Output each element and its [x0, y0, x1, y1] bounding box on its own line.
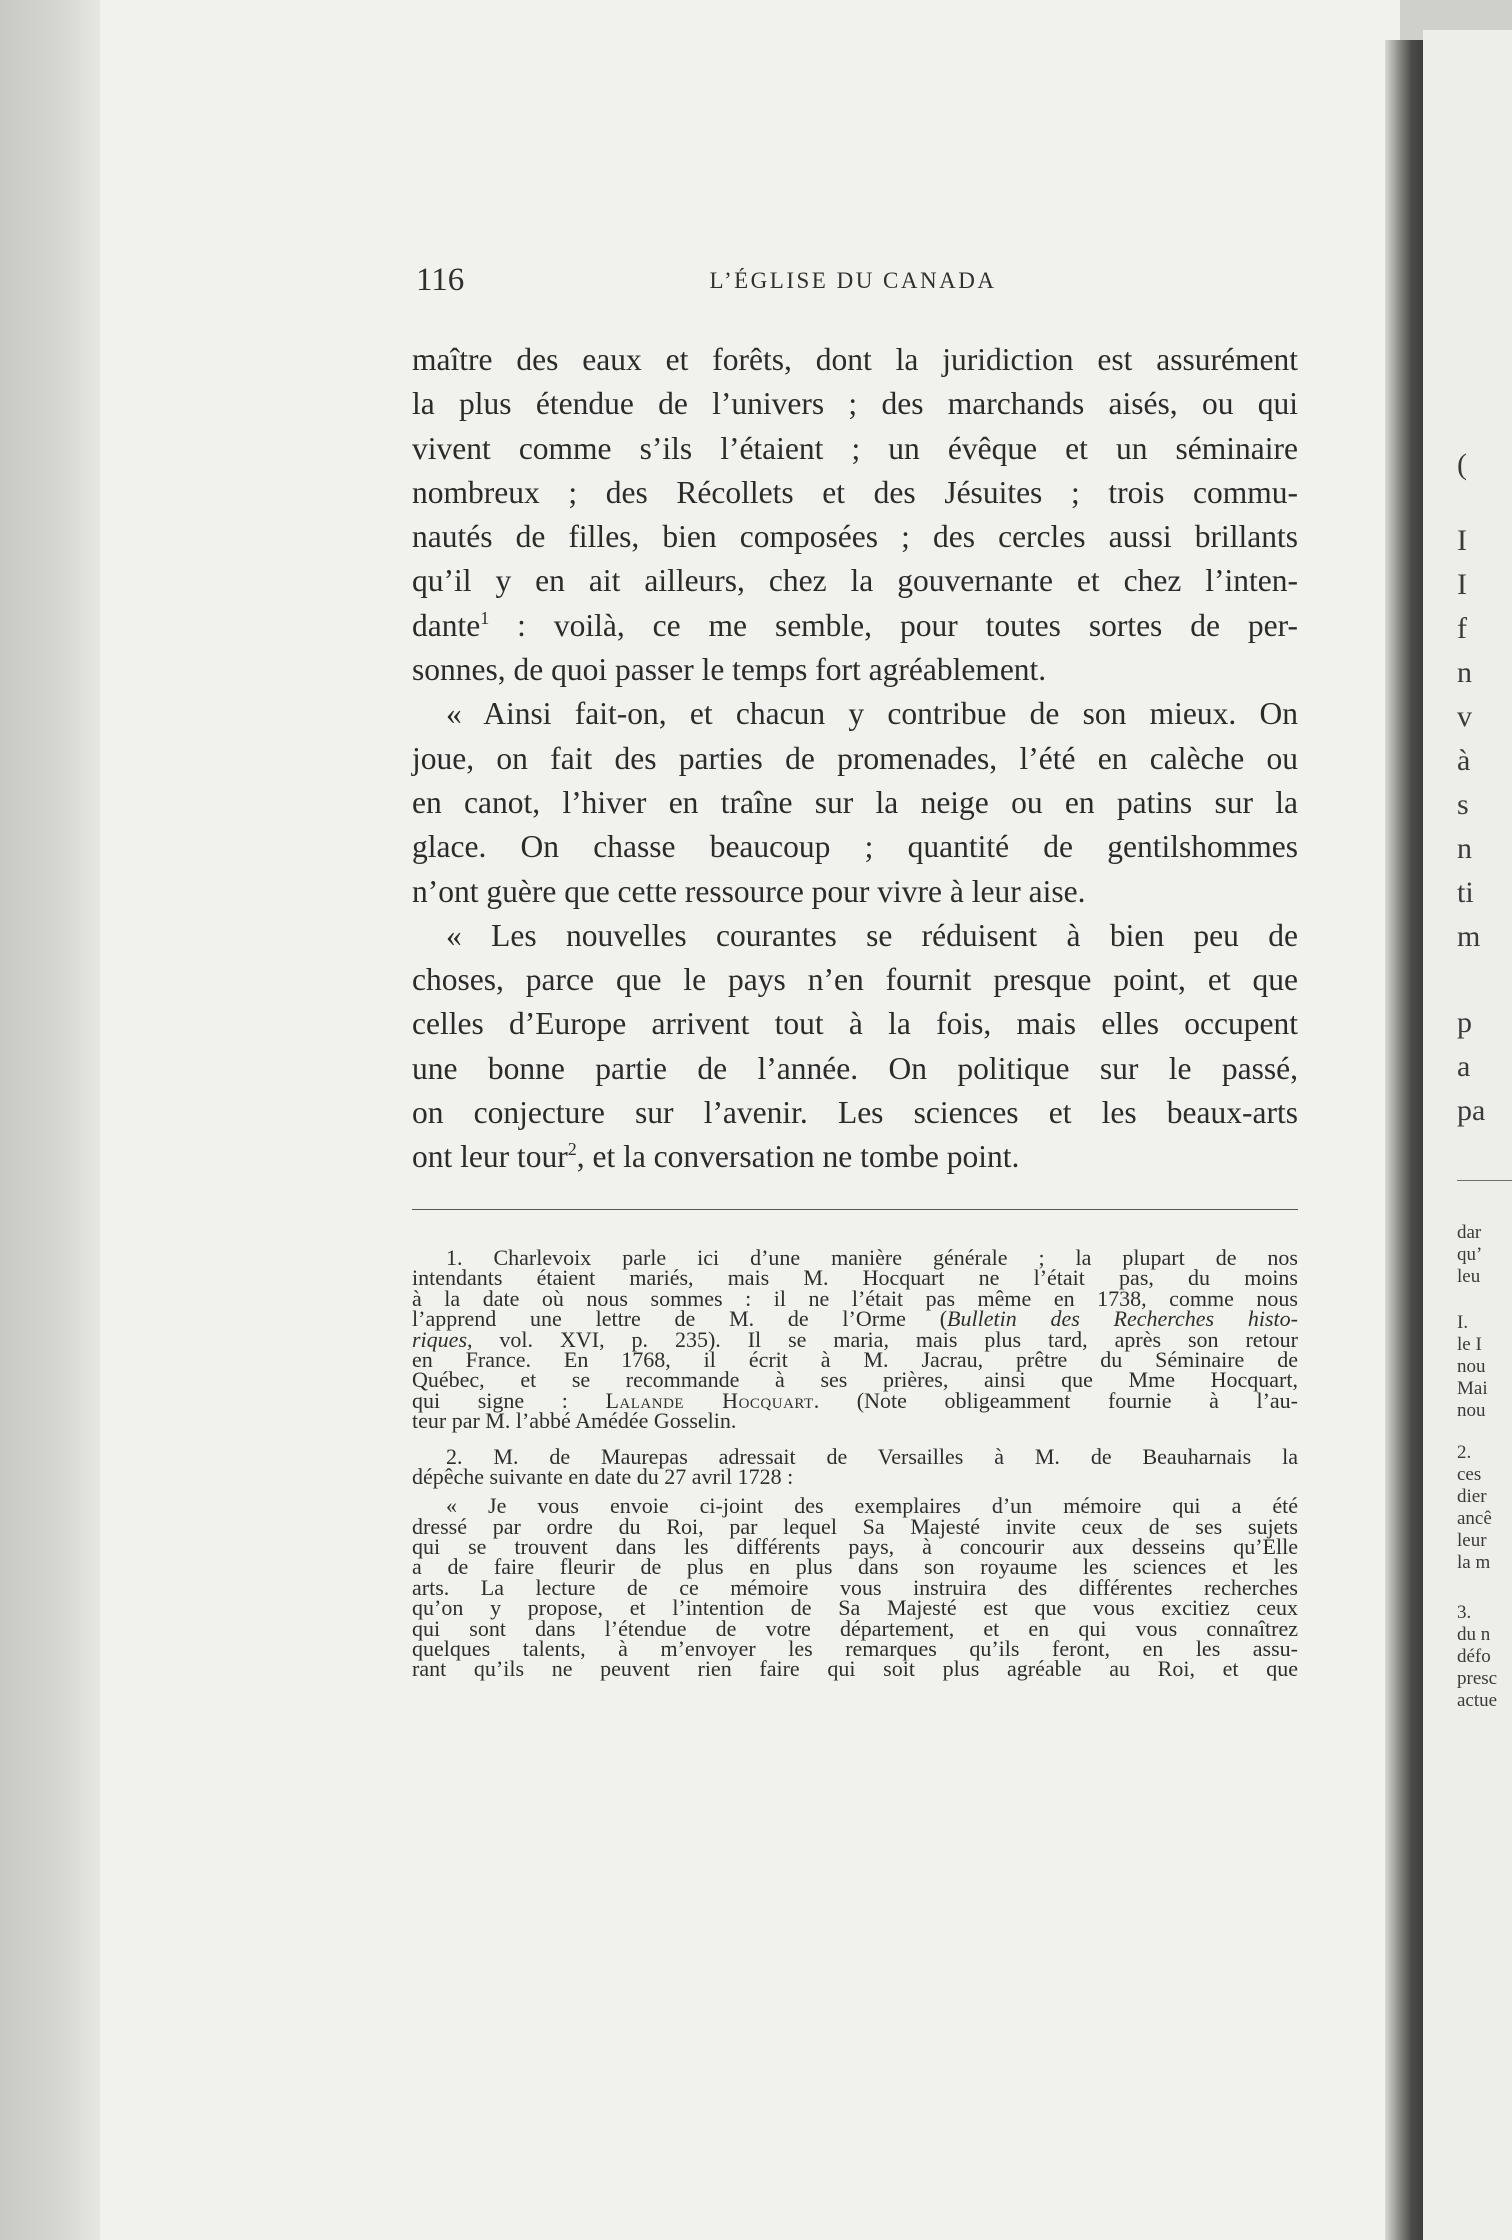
- quote-line: a de faire fleurir de plus en plus dans son royaume les sciences et les: [412, 1554, 1298, 1580]
- next-page-fragment: 2.: [1457, 1442, 1472, 1463]
- next-page-fragment: ancê: [1457, 1508, 1492, 1529]
- body-line: en canot, l’hiver en traîne sur la neige ou en patins sur la: [412, 784, 1298, 820]
- body-line: n’ont guère que cette ressource pour vivre à leur aise.: [412, 873, 1086, 909]
- next-page-fragment: I: [1457, 524, 1467, 557]
- next-page-fragment: la m: [1457, 1552, 1491, 1573]
- next-page-fragment: ti: [1457, 876, 1474, 909]
- body-line: « Ainsi fait-on, et chacun y contribue de son mieux. On: [446, 696, 1298, 732]
- body-line: sonnes, de quoi passer le temps fort agréablement.: [412, 652, 1047, 688]
- next-page-fragment: v: [1457, 700, 1472, 733]
- body-line: [412, 604, 1298, 648]
- body-text-fragment: dante: [412, 607, 481, 643]
- next-page-fragment: Mai: [1457, 1378, 1488, 1399]
- next-page-fragment: nou: [1457, 1400, 1486, 1421]
- footnote-line: intendants étaient mariés, mais M. Hocquart ne l’était pas, du moins: [412, 1265, 1298, 1291]
- body-line: la plus étendue de l’univers ; des marchands aisés, ou qui: [412, 386, 1298, 422]
- next-page-fragment: I: [1457, 568, 1467, 601]
- next-page-fragment: m: [1457, 920, 1481, 953]
- next-page-fragment: à: [1457, 744, 1471, 777]
- footnote-fragment: . (Note obligeamment fournie à l’au-: [813, 1387, 1298, 1413]
- next-page-fragment: actue: [1457, 1690, 1498, 1711]
- footnotes: [412, 1245, 1298, 1682]
- footnote-rule: [412, 1209, 1298, 1210]
- footnote-italic: Bulletin des Recherches histo-: [947, 1306, 1298, 1332]
- next-page-fragment: dier: [1457, 1486, 1487, 1507]
- next-page-fragment: pa: [1457, 1094, 1486, 1127]
- running-title: L’ÉGLISE DU CANADA: [709, 268, 997, 293]
- body-text: [412, 338, 1298, 1180]
- body-line: nautés de filles, bien composées ; des cercles aussi brillants: [412, 519, 1298, 555]
- body-text-fragment: ont leur tour: [412, 1139, 568, 1175]
- body-text-fragment: : voilà, ce me semble, pour toutes sortes de per-: [489, 607, 1298, 643]
- next-page-fragment: (: [1457, 448, 1467, 481]
- next-page-fragment: du n: [1457, 1624, 1491, 1645]
- body-line: « Les nouvelles courantes se réduisent à bien peu de: [446, 917, 1298, 953]
- footnote-mark: 1: [480, 607, 490, 628]
- footnote-line: Québec, et se recommande à ses prières, ainsi que Mme Hocquart,: [412, 1367, 1298, 1393]
- body-line: [412, 1135, 1298, 1179]
- footnote-line: teur par M. l’abbé Amédée Gosselin.: [412, 1408, 737, 1434]
- next-page-fragment: leur: [1457, 1530, 1487, 1551]
- next-page-fragment: nou: [1457, 1356, 1486, 1377]
- body-text-fragment: , et la conversation ne tombe point.: [576, 1139, 1020, 1175]
- next-page-fragment: n: [1457, 656, 1472, 689]
- quote-line: quelques talents, à m’envoyer les remarques qu’ils feront, en les assu-: [412, 1636, 1298, 1662]
- quote-line: arts. La lecture de ce mémoire vous instruira des différentes recherches: [412, 1574, 1298, 1600]
- footnote-small-caps: Lalande Hocquart: [605, 1387, 814, 1413]
- body-line: celles d’Europe arrivent tout à la fois, mais elles occupent: [412, 1006, 1298, 1042]
- body-line: on conjecture sur l’avenir. Les sciences et les beaux-arts: [412, 1095, 1298, 1131]
- body-line: joue, on fait des parties de promenades, l’été en calèche ou: [412, 740, 1298, 776]
- quote-line: rant qu’ils ne peuvent rien faire qui soit plus agréable au Roi, et que: [412, 1656, 1298, 1682]
- next-page-fragment: p: [1457, 1006, 1472, 1039]
- body-line: maître des eaux et forêts, dont la juridiction est assurément: [412, 342, 1298, 377]
- book-gutter: [1385, 40, 1423, 2240]
- quote-line: qu’on y propose, et l’intention de Sa Majesté est que vous excitiez ceux: [412, 1595, 1298, 1621]
- quote-line: qui sont dans l’étendue de votre département, et en qui vous connaîtrez: [412, 1615, 1298, 1641]
- footnote-line: 1. Charlevoix parle ici d’une manière générale ; la plupart de nos: [446, 1245, 1298, 1270]
- body-line: une bonne partie de l’année. On politique sur le passé,: [412, 1050, 1298, 1086]
- running-head: [416, 262, 1290, 302]
- next-page-fragment: défo: [1457, 1646, 1491, 1667]
- body-line: nombreux ; des Récollets et des Jésuites ; trois commu-: [412, 474, 1298, 510]
- quote-line: qui se trouvent dans les différents pays, à concourir aux desseins qu’Elle: [412, 1534, 1298, 1560]
- next-page-fragment: qu’: [1457, 1244, 1483, 1265]
- next-page-fragment: a: [1457, 1050, 1471, 1083]
- footnote-italic: riques: [412, 1326, 467, 1352]
- quote-line: « Je vous envoie ci-joint des exemplaires d’un mémoire qui a été: [446, 1493, 1298, 1519]
- footnote-line: dépêche suivante en date du 27 avril 1728 :: [412, 1463, 794, 1489]
- footnote-mark: 2: [567, 1139, 577, 1160]
- body-line: choses, parce que le pays n’en fournit presque point, et que: [412, 962, 1298, 998]
- next-page-fragment: presc: [1457, 1668, 1498, 1689]
- footnote-line: en France. En 1768, il écrit à M. Jacrau, prêtre du Séminaire de: [412, 1346, 1298, 1372]
- next-page-fragment: f: [1457, 612, 1467, 645]
- scan-left-margin: [0, 0, 100, 2240]
- footnote-fragment: l’apprend une lettre de M. de l’Orme (: [412, 1306, 948, 1332]
- page-number: 116: [416, 262, 465, 298]
- body-line: glace. On chasse beaucoup ; quantité de gentilshommes: [412, 829, 1298, 865]
- footnote-fragment: , vol. XVI, p. 235). Il se maria, mais plus tard, après son retour: [467, 1326, 1298, 1352]
- body-line: qu’il y en ait ailleurs, chez la gouvernante et chez l’inten-: [412, 563, 1298, 599]
- footnote-line: 2. M. de Maurepas adressait de Versailles à M. de Beauharnais la: [446, 1443, 1298, 1469]
- next-page-fragment: I.: [1457, 1312, 1469, 1333]
- next-page-footnote-rule: [1457, 1180, 1512, 1181]
- next-page-edge: [1423, 30, 1512, 2240]
- next-page-fragment: ces: [1457, 1464, 1482, 1485]
- next-page-fragment: 3.: [1457, 1602, 1472, 1623]
- next-page-fragment: s: [1457, 788, 1469, 821]
- next-page-fragment: le I: [1457, 1334, 1482, 1355]
- footnote-line: à la date où nous sommes : il ne l’était pas même en 1738, comme nous: [412, 1285, 1298, 1311]
- footnote-fragment: qui signe :: [412, 1387, 606, 1413]
- next-page-fragment: n: [1457, 832, 1472, 865]
- next-page-fragment: dar: [1457, 1222, 1482, 1243]
- body-line: vivent comme s’ils l’étaient ; un évêque et un séminaire: [412, 430, 1298, 466]
- quote-line: dressé par ordre du Roi, par lequel Sa Majesté invite ceux de ses sujets: [412, 1513, 1298, 1539]
- next-page-fragment: leu: [1457, 1266, 1481, 1287]
